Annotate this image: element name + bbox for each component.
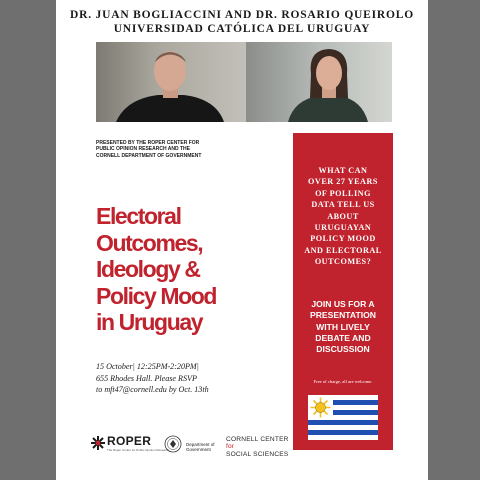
ccss-name: CORNELL CENTER xyxy=(226,436,289,443)
presented-by-line: PUBLIC OPINION RESEARCH AND THE xyxy=(96,146,190,153)
question-line: DATA TELL US xyxy=(311,200,375,210)
question-line: OVER 27 YEARS xyxy=(308,177,378,187)
speakers-photo xyxy=(96,42,392,122)
join-line: PRESENTATION xyxy=(309,310,377,321)
question-line: OF POLLING xyxy=(315,188,371,198)
event-title xyxy=(96,203,276,336)
roper-center-logo xyxy=(90,432,170,456)
question-line: WHAT CAN xyxy=(318,166,368,175)
cornell-seal-icon xyxy=(164,435,182,453)
speakers-heading: DR. JUAN BOGLIACCINI AND DR. ROSARIO QUEIROLO xyxy=(70,9,414,21)
roper-star-icon xyxy=(90,435,106,451)
uruguay-flag xyxy=(308,395,378,440)
title-line: in Uruguay xyxy=(96,309,203,335)
question-text xyxy=(293,165,393,268)
ccss-for: for xyxy=(226,443,235,451)
join-line: DEBATE AND xyxy=(315,332,371,343)
ccss-social-sciences: SOCIAL SCIENCES xyxy=(226,450,289,458)
presented-by-line: CORNELL DEPARTMENT OF GOVERNMENT xyxy=(96,152,202,159)
question-line: URUGUAYAN xyxy=(314,223,372,233)
question-line: POLICY MOOD xyxy=(310,234,376,244)
government-label xyxy=(186,442,215,452)
question-line: OUTCOMES? xyxy=(314,257,372,267)
presented-by-line: PRESENTED BY THE ROPER CENTER FOR xyxy=(96,140,200,146)
cornell-government-logo xyxy=(164,432,224,456)
sun-of-may-icon xyxy=(311,398,331,418)
question-line: AND ELECTORAL xyxy=(304,245,382,255)
title-line: Ideology & xyxy=(96,256,200,282)
join-line: DISCUSSION xyxy=(316,344,370,355)
flyer-page xyxy=(56,0,428,480)
government-label-line: Government xyxy=(186,447,211,452)
title-line: Outcomes, xyxy=(96,229,203,256)
join-line: WITH LIVELY xyxy=(316,321,370,332)
speakers-silhouettes xyxy=(96,42,392,122)
event-location: 655 Rhodes Hall. Please RSVP xyxy=(96,373,197,383)
question-line: ABOUT xyxy=(327,211,359,221)
event-date-time: 15 October| 12:25PM-2:20PM| xyxy=(96,362,199,371)
title-line: Policy Mood xyxy=(96,282,217,309)
event-details xyxy=(96,361,266,396)
presented-by-text xyxy=(96,140,231,159)
university-heading: UNIVERSIDAD CATÓLICA DEL URUGUAY xyxy=(113,23,371,35)
government-label-line: Department of xyxy=(186,442,215,447)
event-rsvp: to mft47@cornell.edu by Oct. 13th xyxy=(96,385,209,395)
free-of-charge-note: Free of charge, all are welcome. xyxy=(313,379,373,384)
roper-wordmark: ROPER xyxy=(107,434,152,448)
join-line: JOIN US FOR A xyxy=(311,299,375,309)
roper-subtitle: The Roper Center for Public Opinion Research xyxy=(107,448,170,452)
title-line: Electoral xyxy=(96,203,181,229)
join-us-text xyxy=(293,299,393,355)
cornell-center-social-sciences-logo xyxy=(226,436,296,458)
